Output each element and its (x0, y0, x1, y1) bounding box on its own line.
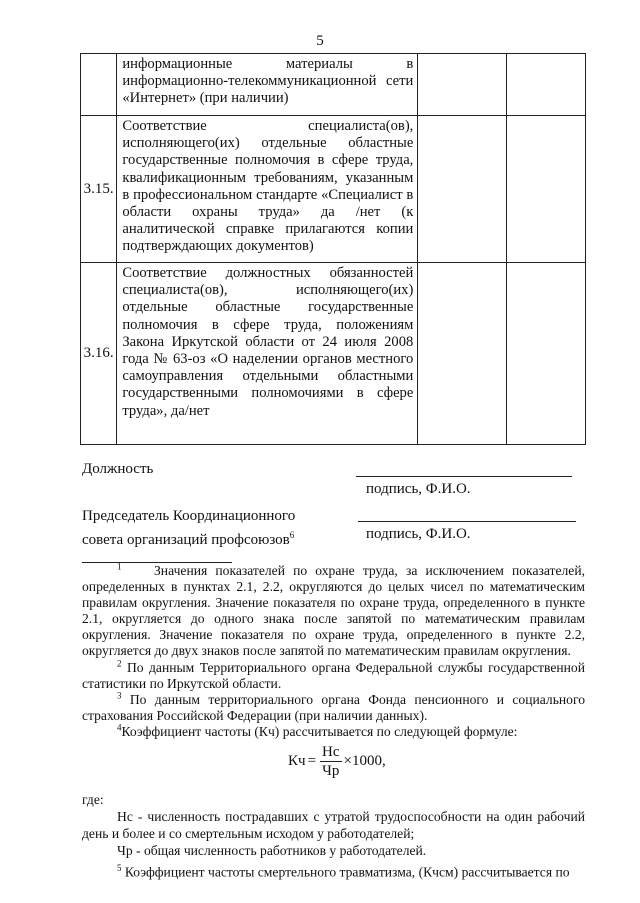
formula-equals: = (307, 753, 317, 769)
page-number: 5 (316, 33, 324, 49)
footnote-mark: 2 (117, 658, 122, 669)
signature-line (358, 521, 576, 522)
chair-title-line (82, 526, 295, 550)
row-description: Соответствие специалиста(ов), исполняющего(их) отдельные областные государственные полномочия в сфере труда, квалификационным требованиям, указанным в профессиональном стандарте «Специалист в области охраны труда» да /нет (к аналитической справке прилагаются копии подтверждающих документов) (117, 116, 418, 263)
signature-caption: подпись, Ф.И.О. (366, 526, 471, 542)
criteria-table (80, 53, 586, 445)
formula (288, 743, 386, 780)
empty-cell (418, 54, 507, 116)
footnote (82, 660, 585, 692)
signature-line (356, 476, 572, 477)
empty-cell (507, 54, 586, 116)
formula-lhs: Кч (288, 753, 306, 769)
variable-definition: Чр - общая численность работников у работодателей. (117, 842, 427, 858)
empty-cell (418, 263, 507, 445)
empty-cell (418, 116, 507, 263)
signature-caption: подпись, Ф.И.О. (366, 481, 471, 497)
chair-title-text: совета организаций профсоюзов (82, 532, 290, 548)
row-description: информационные материалы в информационно-телекоммуникационной сети «Интернет» (при наличии) (117, 54, 418, 116)
footnote-ref: 6 (289, 530, 295, 540)
formula-multiplier: ×1000, (343, 753, 386, 769)
table-row (81, 263, 586, 445)
footnote-text: Значения показателей по охране труда, за исключением показателей, определенных в пунктах 2.1, 2.2, округляются до целых чисел по математическим правилам округления. Значение показателя по охране труда, определенного в пункте 2.1, округляется до одного знака после запятой по математическим правилам округления. Значение показателя по охране труда, определенного в пункте 2.2, округляется до двух знаков после запятой по математическим правилам округления. (82, 563, 586, 659)
footnote (82, 563, 585, 660)
row-number (81, 54, 117, 116)
row-number: 3.16. (81, 263, 117, 445)
footnote-mark: 5 (117, 862, 122, 873)
footnote-text: Коэффициент частоты смертельного травматизма, (Кчсм) рассчитывается по (124, 864, 570, 880)
footnote-mark: 3 (117, 690, 122, 701)
footnotes (82, 563, 585, 740)
position-label: Должность (82, 461, 154, 477)
table-row (81, 116, 586, 263)
formula-explanation (82, 792, 585, 881)
footnote-mark: 1 (117, 561, 122, 572)
empty-cell (507, 116, 586, 263)
row-description: Соответствие должностных обязанностей специалиста(ов), исполняющего(их) отдельные областные государственные полномочия в сфере труда, положениям Закона Иркутской области от 24 июля 2008 года № 63-оз «О наделении органов местного самоуправления отдельными областными государственными полномочиями в сфере труда», да/нет (117, 263, 418, 445)
row-number: 3.15. (81, 116, 117, 263)
footnote-text: По данным Территориального органа Федеральной службы государственной статистики по Иркутской области. (82, 659, 585, 691)
formula-denominator: Чр (322, 763, 340, 779)
footnote-mark: 4 (117, 722, 122, 733)
table-row (81, 54, 586, 116)
footnote (82, 724, 585, 740)
where-label: где: (82, 792, 104, 807)
footnote (82, 860, 585, 881)
footnote-text: По данным территориального органа Фонда пенсионного и социального страхования Российской Федерации (при наличии данных). (82, 691, 585, 723)
chair-title (82, 507, 295, 550)
footnote (82, 692, 585, 724)
formula-numerator: Нс (322, 744, 340, 760)
variable-definition: Нс - численность пострадавших с утратой трудоспособности на один рабочий день и более и со смертельным исходом у работодателей; (82, 808, 585, 841)
empty-cell (507, 263, 586, 445)
formula-fraction (320, 743, 342, 780)
chair-title-line: Председатель Координационного (82, 508, 296, 524)
footnote-text: Коэффициент частоты (Кч) рассчитывается по следующей формуле: (121, 723, 518, 739)
